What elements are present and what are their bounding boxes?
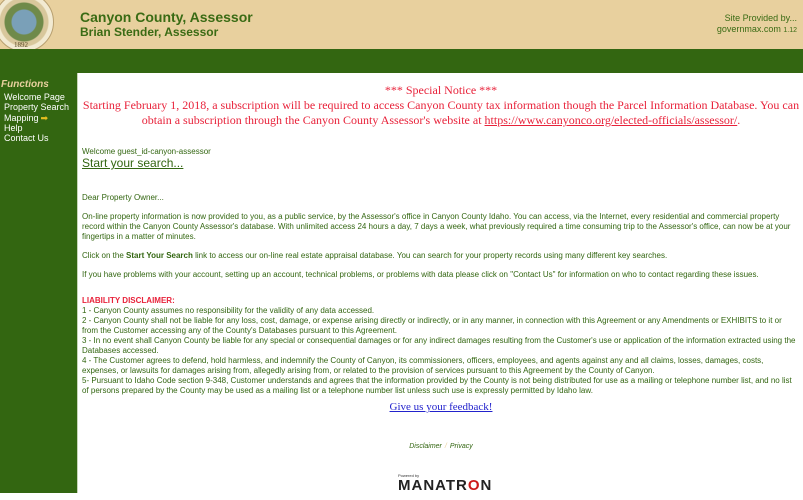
seal-year: 1892 <box>14 41 28 49</box>
manatron-logo <box>398 473 493 494</box>
notice-end: . <box>737 113 741 127</box>
functions-title: Functions <box>1 79 49 90</box>
site-provider <box>717 13 797 36</box>
powered-by-label: Powered by <box>398 473 420 478</box>
sidebar-item-label: Mapping <box>4 112 39 123</box>
support-paragraph: If you have problems with your account, setting up an account, technical problems, or problems with data please click on "Contact Us" for information on who to contact regarding these issues. <box>82 270 759 279</box>
site-title: Canyon County, Assessor <box>80 9 253 25</box>
instructions-paragraph <box>82 251 798 261</box>
notice-text: Starting February 1, 2018, a subscription will be required to access Canyon County tax information though the Parcel Information Database. You can obtain a subscription through the Canyon County Assessor's website at <box>82 98 800 127</box>
disclaimer-item: 2 - Canyon County shall not be liable for any loss, cost, damage, or expense arising directly or indirectly, or in any manner, in connection with this Agreement or any Amendments or EXHIBITS to it or from the Customer accessing any of the County's Databases pursuant to this Agreement. <box>82 316 782 335</box>
provider-link[interactable]: governmax.com <box>716 24 781 34</box>
privacy-link[interactable]: Privacy <box>449 443 473 450</box>
sidebar-nav <box>4 92 69 143</box>
provider-label: Site Provided by... <box>724 13 797 23</box>
brand-text: N <box>480 477 493 494</box>
main-content <box>79 73 803 500</box>
disclaimer-item: 5- Pursuant to Idaho Code section 9-348, Customer understands and agrees that the information provided by the County is not being distributed for use as a mailing or telephone number list, and no list of persons prepared by the County may be used as a mailing list or a telephone number list unless such use is expressly permitted by Idaho law. <box>82 376 792 395</box>
text: link to access our on-line real estate appraisal database. You can search for your property records using many different key searches. <box>192 251 668 260</box>
start-search-link[interactable]: Start your search... <box>82 156 184 170</box>
brand-name <box>398 477 493 494</box>
footer-links <box>79 443 803 450</box>
feedback-link[interactable]: Give us your feedback! <box>389 401 493 413</box>
version-label: 1.12 <box>783 27 797 34</box>
sidebar-item-label: Welcome Page <box>4 92 65 102</box>
header-band <box>0 49 803 73</box>
brand-text: MANATR <box>398 477 468 494</box>
bold-text: Start Your Search <box>126 251 193 260</box>
sidebar-item-help[interactable] <box>4 123 69 133</box>
arrow-right-icon: ➡ <box>40 112 49 123</box>
special-notice <box>79 83 803 128</box>
title-block <box>80 10 253 39</box>
intro-paragraph: On-line property information is now provided to you, as a public service, by the Assessor's office in Canyon County Idaho. You can access, via the Internet, every residential and commercial property record within the Canyon County Assessor's database. With unlimited access 24 hours a day, 7 days a week, what previously required a time consuming trip to the Assessor's office, can now be at your fingertips in a matter of minutes. <box>82 212 791 241</box>
disclaimer-title: LIABILITY DISCLAIMER: <box>82 296 175 305</box>
notice-body <box>79 98 803 128</box>
brand-o-icon: O <box>467 477 481 494</box>
sidebar-item-property-search[interactable] <box>4 102 69 112</box>
separator: / <box>444 443 447 450</box>
disclaimer-item: 3 - In no event shall Canyon County be liable for any special or consequential damages or for any indirect damages resulting from the Customer's use or application of the information extracted using the Databases accessed. <box>82 336 796 355</box>
disclaimer-item: 1 - Canyon County assumes no responsibility for the validity of any data accessed. <box>82 306 375 315</box>
liability-disclaimer <box>82 296 798 396</box>
sidebar-item-mapping[interactable] <box>4 113 69 123</box>
disclaimer-item: 4 - The Customer agrees to defend, hold harmless, and indemnify the County of Canyon, its commissioners, officers, employees, and agents against any and all claims, losses, damages, costs, expenses, or lawsuits for damages arising from, allegedly arising from, or related to the provision of services pursuant to this Agreement by the County of Canyon. <box>82 356 764 375</box>
welcome-message: Welcome guest_id-canyon-assessor <box>82 147 211 156</box>
sidebar-item-contact-us[interactable] <box>4 133 69 143</box>
sidebar-item-welcome-page[interactable] <box>4 92 69 102</box>
sidebar-item-label: Help <box>4 122 23 133</box>
site-header <box>0 0 803 49</box>
sidebar <box>0 73 78 493</box>
site-subtitle: Brian Stender, Assessor <box>80 25 219 39</box>
disclaimer-link[interactable]: Disclaimer <box>409 443 442 450</box>
sidebar-item-label: Property Search <box>4 102 70 113</box>
notice-heading: *** Special Notice *** <box>384 83 498 97</box>
feedback <box>79 401 803 413</box>
salutation: Dear Property Owner... <box>82 193 164 202</box>
sidebar-item-label: Contact Us <box>4 133 49 144</box>
assessor-website-link[interactable]: https://www.canyonco.org/elected-officials/assessor/ <box>484 113 738 127</box>
text: Click on the <box>82 251 127 260</box>
